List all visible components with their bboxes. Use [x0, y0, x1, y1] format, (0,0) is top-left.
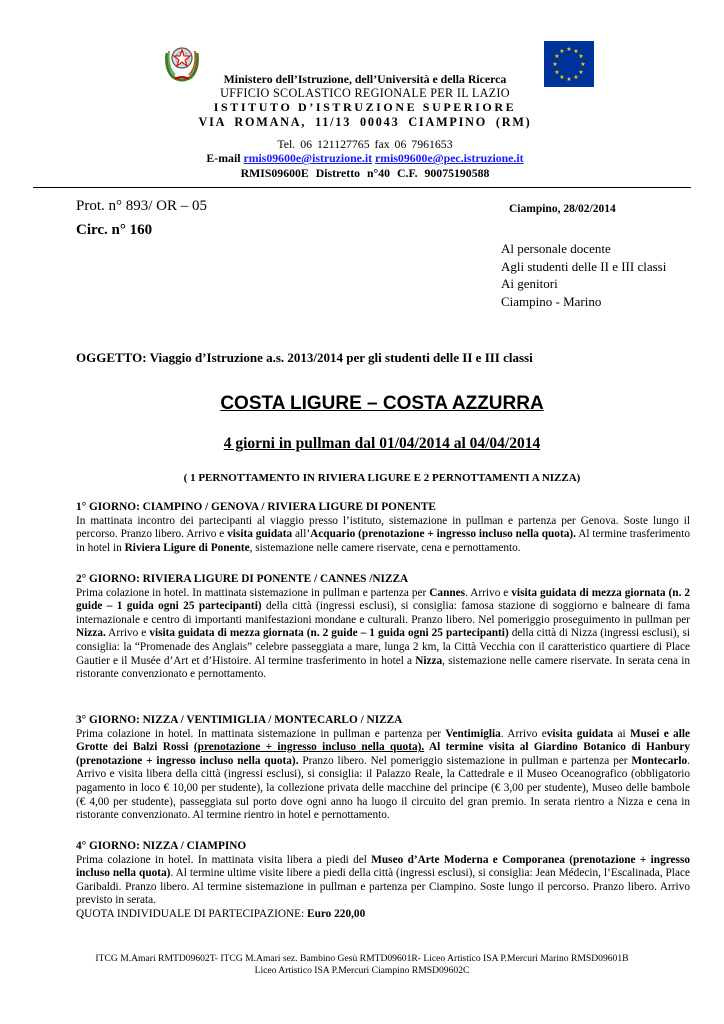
footer-line-1: ITCG M.Amari RMTD09602T- ITCG M.Amari sez. Bambino Gesù RMTD09601R- Liceo Artistico ISA P.Mercuri Marino RMSD09601B — [95, 953, 629, 964]
day-2-section — [76, 573, 690, 682]
recipients-list — [501, 240, 666, 310]
svg-text:★: ★ — [566, 46, 572, 53]
svg-text:★: ★ — [566, 76, 572, 83]
day-1-section — [76, 501, 690, 555]
footer — [40, 953, 684, 977]
svg-text:★: ★ — [554, 69, 560, 76]
phone-fax: Tel. 06 121127765 fax 06 7961653 — [277, 137, 453, 151]
regional-office: UFFICIO SCOLASTICO REGIONALE PER IL LAZIO — [220, 86, 510, 100]
institute-address: VIA ROMANA, 11/13 00043 CIAMPINO (RM) — [198, 115, 532, 129]
circular-number: Circ. n° 160 — [76, 222, 153, 238]
day-2-text: Prima colazione in hotel. In mattinata sistemazione in pullman e partenza per Cannes. Arrivo e visita guidata di mezza giornata (n. 2 guide – 1 guida ogni 25 partecipanti) della città (ingressi esclusi), si consiglia: famosa stazione di soggiorno e balneare di fama internazionale e centro di importanti manifestazioni mondane e culturali. Pranzo libero. Nel pomeriggio proseguimento in pullman per Nizza. Arrivo e visita guidata di mezza giornata (n. 2 guide – 1 guida ogni 25 partecipanti) della città di Nizza (ingressi esclusi), si consiglia: la “Promenade des Anglais” celebre passeggiata a mare, lunga 2 km, la Città Vecchia con il caratteristico quartiere di Place Gautier e il Musée d’Art et d’Histoire. Al termine trasferimento in hotel a Nizza, sistemazione nelle camere riservate. In serata cena in ristorante convenzionato e pernottamento. — [76, 586, 691, 681]
day-3-title: 3° GIORNO: NIZZA / VENTIMIGLIA / MONTECARLO / NIZZA — [76, 714, 403, 726]
email-link-1[interactable]: rmis09600e@istruzione.it — [243, 151, 373, 165]
recipient: Al personale docente — [501, 241, 611, 256]
day-2-title: 2° GIORNO: RIVIERA LIGURE DI PONENTE / CANNES /NIZZA — [76, 573, 409, 585]
svg-text:★: ★ — [580, 61, 586, 68]
svg-text:★: ★ — [573, 74, 579, 81]
svg-text:★: ★ — [552, 61, 558, 68]
svg-text:★: ★ — [573, 48, 579, 55]
subject-line: OGGETTO: Viaggio d’Istruzione a.s. 2013/2014 per gli studenti delle II e III classi — [76, 350, 533, 365]
svg-text:★: ★ — [578, 69, 584, 76]
fiscal-codes: RMIS09600E Distretto n°40 C.F. 90075190588 — [240, 166, 490, 180]
svg-text:★: ★ — [559, 74, 565, 81]
trip-title: COSTA LIGURE – COSTA AZZURRA — [220, 393, 544, 414]
day-3-section — [76, 714, 690, 823]
footer-line-2: Liceo Artistico ISA P.Mercuri Ciampino RMSD09602C — [254, 965, 470, 976]
day-4-section — [76, 840, 690, 922]
nights-note: ( 1 PERNOTTAMENTO IN RIVIERA LIGURE E 2 PERNOTTAMENTI A NIZZA) — [183, 472, 581, 484]
header-divider — [33, 187, 691, 188]
email-line — [150, 151, 580, 165]
recipient: Agli studenti delle II e III classi — [501, 258, 667, 274]
day-1-title: 1° GIORNO: CIAMPINO / GENOVA / RIVIERA LIGURE DI PONENTE — [76, 501, 436, 513]
email-label: E-mail — [206, 151, 241, 165]
recipient: Ai genitori — [501, 276, 558, 291]
institute-name: ISTITUTO D’ISTRUZIONE SUPERIORE — [213, 100, 517, 114]
day-4-text: Prima colazione in hotel. In mattinata visita libera a piedi del Museo d’Arte Moderna e Comporanea (prenotazione + ingresso incluso nella quota). Al termine ultime visite libere a piedi della città (ingressi esclusi), si consiglia: Jean Médecin, l’Escalinada, Place Garibaldi. Pranzo libero. Al termine sistemazione in pullman e partenza per Ciampino. Soste lungo il percorso. Pranzo libero. Arrivo previsto in serata. — [76, 853, 691, 907]
day-3-text: Prima colazione in hotel. In mattinata sistemazione in pullman e partenza per Ventimiglia. Arrivo evisita guidata ai Musei e alle Grotte dei Balzi Rossi (prenotazione + ingresso incluso nella quota). Al termine visita al Giardino Botanico di Hanbury (prenotazione + ingresso incluso nella quota). Pranzo libero. Nel pomeriggio sistemazione in pullman e partenza per Montecarlo. Arrivo e visita libera della città (ingressi esclusi), si consiglia: il Palazzo Reale, la Cattedrale e il Museo Oceanografico (obbligatorio pagamento in loco € 10,00 per studente), la collezione privata delle macchine del principe (€ 3,00 per studente), Museo delle bambole (€ 4,00 per studente), passeggiata sul porto dove ogni anno ha luogo il circuito del gran premio. In serata rientro a Nizza e cena in ristorante convenzionato. Al termine rientro in hotel e pernottamento. — [76, 727, 690, 822]
recipient: Ciampino - Marino — [501, 293, 602, 309]
ministry-name: Ministero dell’Istruzione, dell’Università e della Ricerca — [223, 72, 507, 86]
quota-line: QUOTA INDIVIDUALE DI PARTECIPAZIONE: Euro 220,00 — [76, 907, 366, 920]
day-4-title: 4° GIORNO: NIZZA / CIAMPINO — [76, 840, 247, 852]
day-1-text: In mattinata incontro dei partecipanti al viaggio presso l’istituto, sistemazione in pullman e partenza per Genova. Soste lungo il percorso. Pranzo libero. Arrivo e visita guidata all’Acquario (prenotazione + ingresso incluso nella quota). Al termine trasferimento in hotel in Riviera Ligure di Ponente, sistemazione nelle camere riservate, cena e pernottamento. — [76, 514, 690, 554]
protocol-number: Prot. n° 893/ OR – 05 — [76, 198, 208, 214]
email-link-2[interactable]: rmis09600e@pec.istruzione.it — [375, 151, 524, 165]
quota-value: Euro 220,00 — [307, 907, 366, 920]
trip-subtitle: 4 giorni in pullman dal 01/04/2014 al 04/04/2014 — [223, 435, 541, 452]
svg-text:★: ★ — [554, 53, 560, 60]
place-date: Ciampino, 28/02/2014 — [509, 203, 616, 215]
svg-text:★: ★ — [578, 53, 584, 60]
svg-text:★: ★ — [559, 48, 565, 55]
